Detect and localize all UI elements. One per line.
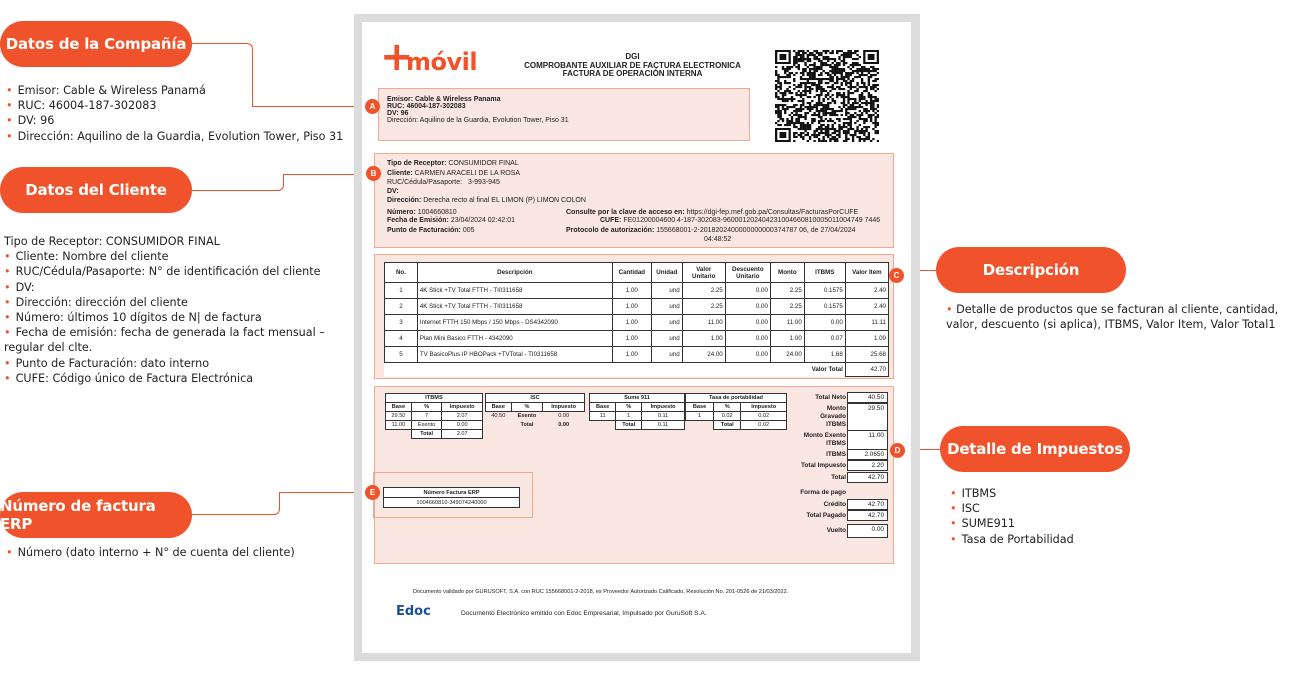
table-cell: und [651, 347, 682, 363]
issuer-ruc: RUC: 46004-187-302083 [387, 103, 466, 110]
table-cell: 1.00 [770, 331, 804, 347]
table-cell: 2.25 [682, 283, 725, 299]
receiver-cufe: CUFE: FE01200004600 4-187-302083-960001202404231004660810005011004749 7446 [600, 217, 881, 224]
col-header: Monto [770, 263, 804, 283]
table-cell: 11.00 [770, 315, 804, 331]
document-title [500, 53, 765, 79]
table-cell: 0.00 [725, 331, 770, 347]
table-cell: 2.25 [682, 299, 725, 315]
itbms-label: ITBMS [826, 451, 846, 458]
receiver-issue-date: Fecha de Emisión: 23/04/2024 02:42:01 [387, 217, 516, 224]
table-cell: und [651, 299, 682, 315]
list-item: • Dirección: Aquilino de la Guardia, Evolution Tower, Piso 31 [6, 129, 343, 144]
table-cell: 0.00 [725, 283, 770, 299]
col-header: Descuento Unitario [725, 263, 770, 283]
movil-logo-plus: + [380, 34, 414, 80]
title-line: DGI [625, 52, 640, 61]
change-label: Vuelto [826, 527, 846, 534]
movil-logo [380, 34, 480, 80]
list-item: • ISC [950, 501, 1074, 516]
badge-a: A [365, 99, 380, 114]
edoc-footer: Documento Electrónico emitido con Edoc Empresarial, Impulsado por GuruSoft S.A. [461, 610, 707, 617]
gravado-value: 29.50 [847, 403, 888, 431]
table-cell: 0.00 [442, 421, 483, 430]
credit-value: 42.70 [847, 499, 888, 510]
value-total: 42.70 [845, 363, 888, 377]
table-cell: 40.50 [491, 413, 506, 420]
table-cell: 0.00 [558, 413, 570, 420]
table-cell: 2 [385, 299, 418, 315]
list-item: • DV: [4, 280, 339, 295]
total-value: 42.70 [847, 472, 888, 483]
list-item: • Emisor: Cable & Wireless Panamá [6, 83, 343, 98]
col-header: Valor Unitario [682, 263, 725, 283]
exento-value: 11.00 [847, 430, 888, 450]
table-row [385, 331, 889, 347]
receiver-protocol-time: 04:48:52 [704, 236, 732, 243]
table-cell: 0.1575 [804, 299, 845, 315]
company-data-notes [6, 83, 343, 144]
list-item: • Fecha de emisión: fecha de generada la fact mensual – regular del clte. [4, 325, 339, 355]
list-item: • Tasa de Portabilidad [950, 532, 1074, 547]
table-row [385, 347, 889, 363]
sume911-tax-table [589, 393, 685, 430]
table-cell: 2.40 [845, 299, 888, 315]
credit-label: Crédito [823, 501, 846, 508]
table-cell: 11.11 [845, 315, 888, 331]
table-cell: 1.68 [804, 347, 845, 363]
receiver-ruc: RUC/Cédula/Pasaporte: 3-993-945 [387, 179, 500, 186]
description-text: Detalle de productos que se facturan al cliente, cantidad, valor, descuento (si aplica), ITBMS, Valor Item, Valor Total1 [946, 303, 1279, 332]
table-cell: 11 [590, 412, 616, 421]
table-row [385, 283, 889, 299]
table-cell: 1 [616, 412, 642, 421]
badge-e: E [365, 485, 380, 500]
items-table [384, 262, 889, 377]
table-cell: 2.25 [770, 299, 804, 315]
client-intro: Tipo de Receptor: CONSUMIDOR FINAL [4, 235, 220, 248]
list-item: • DV: 96 [6, 113, 343, 128]
table-row [590, 412, 685, 421]
table-cell: 1.00 [612, 299, 651, 315]
table-cell: Plan Mini Basico FTTH - 4342090 [417, 331, 612, 347]
erp-number-pill: Número de factura ERP [0, 492, 192, 538]
table-cell: 25.68 [845, 347, 888, 363]
erp-label: Número Factura ERP [384, 488, 520, 498]
table-cell: 3 [385, 315, 418, 331]
table-cell: 2.40 [845, 283, 888, 299]
total-impuesto-label: Total Impuesto [801, 462, 846, 469]
col-header: Unidad [651, 263, 682, 283]
table-cell: 0.1575 [804, 283, 845, 299]
table-cell: und [651, 283, 682, 299]
table-cell: Internet FTTH 150 Mbps / 150 Mbps - DS4342090 [417, 315, 612, 331]
exento-label: Monto Exento ITBMS [803, 432, 846, 447]
edoc-logo: Edoc [396, 604, 431, 619]
receiver-type: Tipo de Receptor: CONSUMIDOR FINAL [387, 160, 519, 167]
qr-code [775, 50, 879, 142]
col-header: Base [386, 403, 412, 412]
isc-total-label: Total [520, 422, 534, 428]
badge-c: C [889, 268, 904, 283]
table-cell: 0.00 [725, 347, 770, 363]
table-cell: 1 [686, 412, 714, 421]
client-data-pill: Datos del Cliente [0, 167, 192, 213]
col-header: Descripción [417, 263, 612, 283]
table-cell: 0.00 [804, 315, 845, 331]
tax-detail-pill: Detalle de Impuestos [940, 426, 1130, 472]
table-cell: 1.09 [845, 331, 888, 347]
table-cell: 29.50 [386, 412, 412, 421]
client-connector [192, 174, 284, 191]
total-impuesto: 2.20 [847, 460, 888, 471]
itbms-tax-table [385, 393, 483, 439]
list-item: • Número (dato interno + N° de cuenta del cliente) [6, 545, 295, 560]
itbms-value: 2.0650 [847, 449, 888, 460]
table-cell: 11.00 [682, 315, 725, 331]
table-cell: Exento [411, 421, 442, 430]
table-cell: TV BasicoPlus IP HBOPack +TVTotal - TI0311658 [417, 347, 612, 363]
table-cell: 0.11 [642, 412, 685, 421]
table-row [385, 299, 889, 315]
erp-table [383, 487, 520, 508]
table-cell: 4K Stick +TV Total FTTH - TI0311658 [417, 299, 612, 315]
table-cell: 1.00 [612, 331, 651, 347]
table-cell: 4 [385, 331, 418, 347]
col-header: Impuesto [642, 403, 685, 412]
portability-total-label: Total [714, 421, 741, 430]
erp-connector [192, 492, 280, 515]
validation-footer: Documento validado por GURUSOFT, S.A. con RUC 155668001-2-2018, es Proveedor Autorizado Calificado, Resolución No. 201-0526 de 21/03/2022. [413, 589, 789, 595]
table-cell: 0.00 [725, 299, 770, 315]
list-item: • RUC: 46004-187-302083 [6, 98, 343, 113]
list-item: • RUC/Cédula/Pasaporte: N° de identificación del cliente [4, 264, 339, 279]
portability-title: Tasa de portabilidad [686, 394, 787, 403]
sume911-title: Sume 911 [590, 394, 685, 403]
receiver-dv: DV: [387, 188, 399, 195]
sume911-total-label: Total [616, 421, 642, 430]
isc-title: ISC [486, 394, 585, 403]
receiver-billing-point: Punto de Facturación: 005 [387, 227, 475, 234]
col-header: Cantidad [612, 263, 651, 283]
issuer-address: Dirección: Aquilino de la Guardia, Evolution Tower, Piso 31 [387, 117, 569, 124]
col-header: % [714, 403, 741, 412]
title-line: FACTURA DE OPERACIÓN INTERNA [562, 69, 703, 78]
issuer-dv: DV: 96 [387, 110, 409, 117]
list-item: • CUFE: Código único de Factura Electrónica [4, 371, 339, 386]
portability-total: 0.02 [741, 421, 787, 430]
col-header: Base [590, 403, 616, 412]
itbms-total-label: Total [411, 430, 442, 439]
col-header: % [411, 403, 442, 412]
table-cell: 1.00 [612, 283, 651, 299]
description-notes: • Detalle de productos que se facturan al cliente, cantidad, valor, descuento (si aplica), ITBMS, Valor Item, Valor Total1 [946, 303, 1279, 332]
list-item: • Punto de Facturación: dato interno [4, 356, 339, 371]
receiver-protocol: Protocolo de autorización: 155668001-2-2018202400000000000374787 06, de 27/04/2024 [566, 227, 856, 234]
portability-tax-table [685, 393, 787, 430]
total-paid: 42.70 [847, 510, 888, 521]
company-connector [192, 43, 253, 107]
tax-notes [950, 486, 1074, 547]
table-cell: 7 [411, 412, 442, 421]
col-header: Base [486, 403, 512, 412]
total-label: Total [831, 474, 846, 481]
table-cell: 0.07 [804, 331, 845, 347]
movil-logo-word: móvil [406, 48, 478, 76]
table-cell: 1.00 [612, 347, 651, 363]
receiver-address: Dirección: Derecha recto al final EL LIMON (P) LIMON COLON [387, 197, 586, 204]
list-item: • Dirección: dirección del cliente [4, 295, 339, 310]
total-neto-label: Total Neto [815, 394, 846, 401]
total-paid-label: Total Pagado [806, 512, 846, 519]
col-header: Base [686, 403, 714, 412]
company-connector-tail [253, 106, 365, 107]
itbms-total: 2.07 [442, 430, 483, 439]
table-cell: 24.00 [682, 347, 725, 363]
col-header: % [511, 403, 543, 412]
receiver-client: Cliente: CARMEN ARACELI DE LA ROSA [387, 170, 521, 177]
table-cell: 4K Stick +TV Total FTTH - TI0311658 [417, 283, 612, 299]
table-cell: 0.02 [714, 412, 741, 421]
company-data-pill: Datos de la Compañía [0, 21, 192, 67]
list-item: • ITBMS [950, 486, 1074, 501]
erp-value: 1004660810-349074240000 [384, 498, 520, 508]
table-cell: und [651, 331, 682, 347]
client-data-notes [4, 234, 339, 386]
table-row [386, 421, 483, 430]
gravado-label: Monto Gravado ITBMS [820, 405, 846, 428]
table-cell: 24.00 [770, 347, 804, 363]
receiver-number: Número: 1004660810 [387, 209, 457, 216]
table-cell: 1 [385, 283, 418, 299]
col-header: ITBMS [804, 263, 845, 283]
change-value: 0.00 [847, 524, 888, 538]
issuer-emisor: Emisor: Cable & Wireless Panama [387, 96, 501, 103]
col-header: % [616, 403, 642, 412]
table-cell: 11.00 [386, 421, 412, 430]
erp-number-notes [6, 545, 295, 560]
receiver-query-url: Consulte por la clave de acceso en: https://dgi-fep.mef.gob.pa/Consultas/FacturasPorCUFE [566, 209, 859, 216]
total-neto: 40.50 [847, 392, 888, 403]
table-cell: 5 [385, 347, 418, 363]
table-cell: 2.07 [442, 412, 483, 421]
table-row [686, 412, 787, 421]
sume911-total: 0.11 [642, 421, 685, 430]
table-cell: 0.02 [741, 412, 787, 421]
col-header: Impuesto [442, 403, 483, 412]
list-item: • Número: últimos 10 dígitos de N| de factura [4, 310, 339, 325]
table-cell: 0.00 [725, 315, 770, 331]
table-cell: und [651, 315, 682, 331]
table-cell: 1.00 [682, 331, 725, 347]
isc-total: 0.00 [558, 422, 570, 428]
list-item: • Cliente: Nombre del cliente [4, 249, 339, 264]
table-cell: Exento [517, 413, 537, 420]
table-row [486, 412, 585, 421]
badge-d: D [890, 443, 905, 458]
col-header: No. [385, 263, 418, 283]
table-cell: 2.25 [770, 283, 804, 299]
table-row [386, 412, 483, 421]
col-header: Impuesto [543, 403, 585, 412]
table-cell: 1.00 [612, 315, 651, 331]
list-item: • SUME911 [950, 516, 1074, 531]
payment-method-label: Forma de pago [800, 489, 846, 496]
col-header: Impuesto [741, 403, 787, 412]
badge-b: B [366, 166, 381, 181]
description-pill: Descripción [936, 247, 1126, 293]
isc-tax-table [485, 393, 585, 430]
itbms-title: ITBMS [386, 394, 483, 403]
value-total-label: Valor Total [811, 366, 843, 374]
title-line: COMPROBANTE AUXILIAR DE FACTURA ELECTRONICA [524, 60, 741, 70]
table-row [385, 315, 889, 331]
col-header: Valor Item [845, 263, 888, 283]
